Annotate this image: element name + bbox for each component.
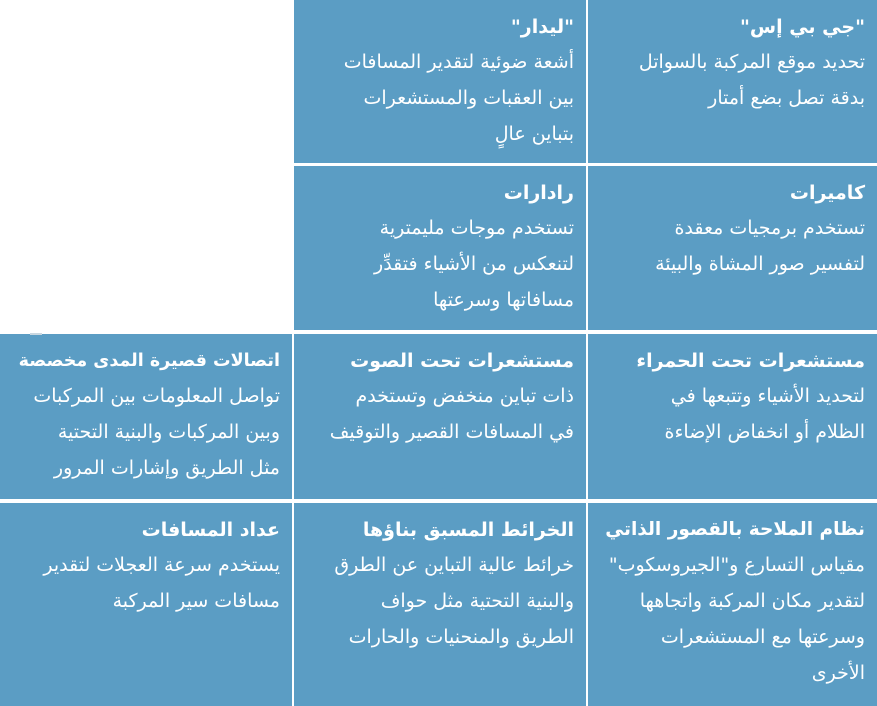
cell-description: أشعة ضوئية لتقدير المسافات بين العقبات والمستشعرات بتباين عالٍ xyxy=(343,51,574,145)
divider-mark xyxy=(30,333,42,335)
cell-gps xyxy=(588,0,877,163)
cell-title: الخرائط المسبق بناؤها xyxy=(362,519,574,541)
cell-title: "جي بي إس" xyxy=(739,16,865,38)
cell-description: يستخدم سرعة العجلات لتقدير مسافات سير المركبة xyxy=(43,554,280,612)
cell-title: نظام الملاحة بالقصور الذاتي xyxy=(605,519,865,540)
cell-cameras xyxy=(588,166,877,330)
cell-description: ذات تباين منخفض وتستخدم في المسافات القصير والتوقيف xyxy=(329,385,574,443)
cell-infrared xyxy=(588,334,877,499)
cell-description: تستخدم برمجيات معقدة لتفسير صور المشاة والبيئة xyxy=(655,217,865,275)
cell-description: مقياس التسارع و"الجيروسكوب" لتقدير مكان المركبة واتجاهها وسرعتها مع المستشعرات الأخرى xyxy=(608,554,865,684)
cell-ultrasonic xyxy=(294,334,586,499)
cell-inertial xyxy=(588,503,877,706)
cell-title: اتصالات قصيرة المدى مخصصة xyxy=(18,351,280,371)
cell-description: تستخدم موجات مليمترية لتنعكس من الأشياء فتقدِّر مسافاتها وسرعتها xyxy=(374,217,574,311)
cell-title: مستشعرات تحت الحمراء xyxy=(636,350,865,372)
cell-description: خرائط عالية التباين عن الطرق والبنية التحتية مثل حواف الطريق والمنحنيات والحارات xyxy=(334,554,574,648)
cell-description: لتحديد الأشياء وتتبعها في الظلام أو انخفاض الإضاءة xyxy=(664,385,865,443)
cell-description: تواصل المعلومات بين المركبات وبين المركبات والبنية التحتية مثل الطريق وإشارات المرور xyxy=(33,385,280,479)
cell-lidar xyxy=(294,0,586,163)
cell-odometer xyxy=(0,503,292,706)
cell-title: "ليدار" xyxy=(510,16,574,38)
cell-description: تحديد موقع المركبة بالسواتل بدقة تصل بضع أمتار xyxy=(638,51,865,109)
cell-maps xyxy=(294,503,586,706)
cell-short-range xyxy=(0,334,292,499)
cell-title: كاميرات xyxy=(789,182,865,204)
cell-title: مستشعرات تحت الصوت xyxy=(350,350,574,372)
cell-title: رادارات xyxy=(503,182,574,204)
cell-radars xyxy=(294,166,586,330)
cell-title: عداد المسافات xyxy=(141,519,280,541)
